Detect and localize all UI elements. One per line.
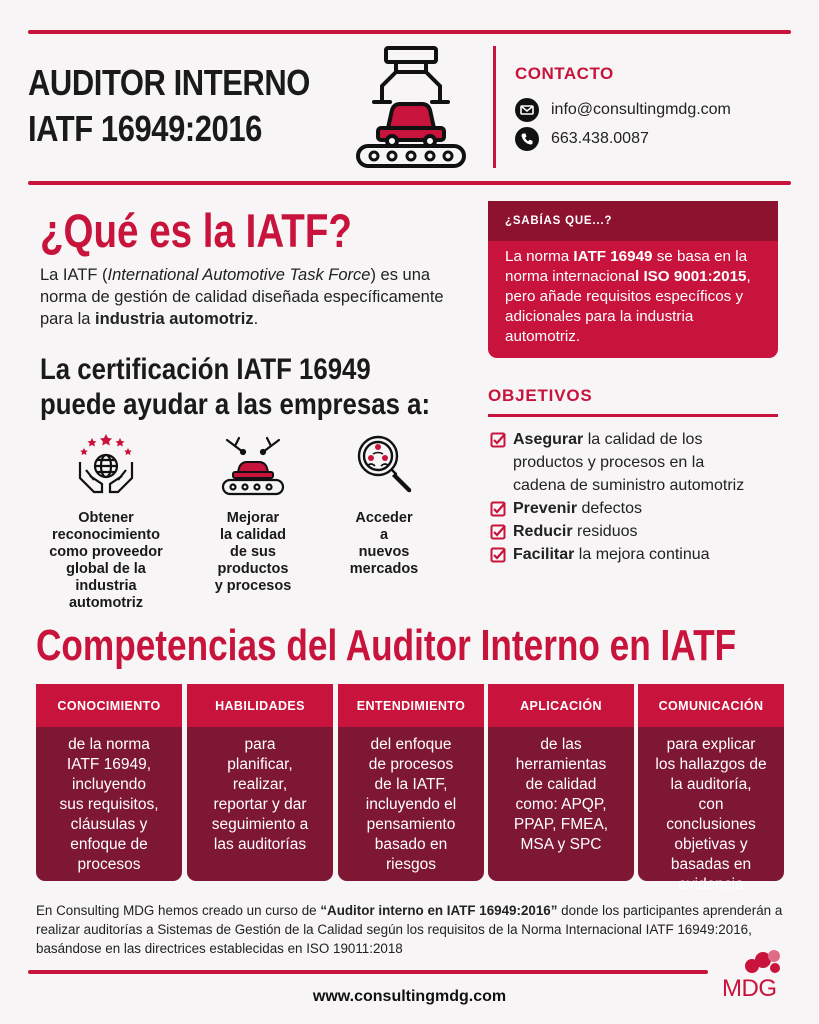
competency-card-title: COMUNICACIÓN bbox=[638, 684, 784, 727]
checkbox-icon bbox=[490, 501, 506, 517]
iatf-description bbox=[40, 264, 465, 330]
checkbox-icon bbox=[490, 524, 506, 540]
did-you-know-heading: ¿SABÍAS QUE...? bbox=[488, 201, 778, 241]
title-line-1: AUDITOR INTERNO bbox=[28, 62, 310, 103]
objective-item: Facilitar la mejora continua bbox=[490, 543, 790, 566]
benefit-recognition bbox=[36, 432, 176, 612]
checkbox-icon bbox=[490, 547, 506, 563]
objectives-list bbox=[490, 428, 790, 566]
header-divider bbox=[493, 46, 496, 168]
website-link[interactable]: www.consultingmdg.com bbox=[312, 988, 507, 1005]
competency-card bbox=[488, 684, 634, 881]
car-assembly-icon bbox=[221, 432, 285, 496]
robot-arm-conveyor-icon bbox=[352, 46, 470, 170]
did-you-know-box bbox=[488, 201, 778, 358]
contact-phone[interactable] bbox=[515, 127, 649, 151]
competency-card-body: para planificar, realizar, reportar y dar seguimiento a las auditorías bbox=[211, 736, 309, 853]
competency-card bbox=[338, 684, 484, 881]
contact-email[interactable] bbox=[515, 98, 731, 122]
objective-item: Prevenir defectos bbox=[490, 497, 790, 520]
top-rule bbox=[28, 30, 791, 34]
title-line-2: IATF 16949:2016 bbox=[28, 108, 262, 149]
intro-text-c: . bbox=[253, 310, 259, 328]
competency-card-body: del enfoque de procesos de la IATF, incluyendo el pensamiento basado en riesgos bbox=[365, 736, 457, 873]
benefit-quality bbox=[190, 432, 316, 595]
competency-card-body: de la norma IATF 16949, incluyendo sus requisitos, cláusulas y enfoque de procesos bbox=[59, 736, 159, 873]
footer-rule bbox=[28, 970, 708, 974]
mdg-logo-icon bbox=[742, 948, 782, 976]
intro-italic: International Automotive Task Force bbox=[107, 266, 371, 284]
course-description: En Consulting MDG hemos creado un curso de “Auditor interno en IATF 16949:2016” donde los participantes aprenderán a realizar auditorías a Sistemas de Gestión de la Calidad según los requisitos de la Norma Internacional IATF 16949:2016, basándose en las directrices establecidas en ISO 19011:2018 bbox=[36, 903, 783, 956]
page-title bbox=[28, 60, 310, 152]
benefit-markets bbox=[334, 432, 434, 578]
email-text[interactable]: info@consultingmdg.com bbox=[551, 101, 731, 118]
objectives-heading: OBJETIVOS bbox=[488, 386, 593, 405]
phone-icon bbox=[515, 127, 539, 151]
intro-text-a: La IATF ( bbox=[40, 266, 108, 284]
benefit-recognition-text: Obtener reconocimiento como proveedor global de la industria automotriz bbox=[49, 510, 163, 611]
competency-card-title: ENTENDIMIENTO bbox=[338, 684, 484, 727]
envelope-icon bbox=[515, 98, 539, 122]
competency-card-title: CONOCIMIENTO bbox=[36, 684, 182, 727]
benefit-markets-text: Acceder a nuevos mercados bbox=[349, 510, 419, 577]
intro-text-b: ) es una norma de gestión de calidad diseñada específicamente para la bbox=[40, 266, 444, 328]
phone-text[interactable]: 663.438.0087 bbox=[551, 130, 649, 147]
competency-card-title: HABILIDADES bbox=[187, 684, 333, 727]
mdg-logo-text: MDG bbox=[722, 975, 777, 1002]
competencies-heading: Competencias del Auditor Interno en IATF bbox=[36, 621, 737, 670]
objectives-rule bbox=[488, 414, 778, 417]
intro-bold: industria automotriz bbox=[95, 310, 254, 328]
iatf-heading: ¿Qué es la IATF? bbox=[40, 204, 352, 257]
magnifier-people-icon bbox=[352, 432, 416, 496]
contact-heading: CONTACTO bbox=[515, 64, 614, 83]
globe-hands-stars-icon bbox=[76, 432, 136, 496]
did-you-know-text: La norma IATF 16949 se basa en la norma internacional ISO 9001:2015, pero añade requisitos específicos y adicionales para la industria automotriz. bbox=[505, 248, 751, 345]
competency-card-body: para explicar los hallazgos de la auditoría, con conclusiones objetivas y basadas en evidencia bbox=[655, 736, 767, 893]
benefits-heading-line-2: puede ayudar a las empresas a: bbox=[40, 388, 431, 421]
competency-card bbox=[638, 684, 784, 893]
objective-item: Asegurar la calidad de los productos y procesos en la cadena de suministro automotriz bbox=[490, 428, 790, 497]
competency-card bbox=[187, 684, 333, 881]
benefits-heading bbox=[40, 352, 430, 422]
benefits-heading-line-1: La certificación IATF 16949 bbox=[40, 353, 371, 386]
competency-card bbox=[36, 684, 182, 881]
header-bottom-rule bbox=[28, 181, 791, 185]
checkbox-icon bbox=[490, 432, 506, 448]
objective-item: Reducir residuos bbox=[490, 520, 790, 543]
competency-card-body: de las herramientas de calidad como: APQP, PPAP, FMEA, MSA y SPC bbox=[513, 736, 609, 853]
benefit-quality-text: Mejorar la calidad de sus productos y procesos bbox=[214, 510, 292, 594]
competency-card-title: APLICACIÓN bbox=[488, 684, 634, 727]
